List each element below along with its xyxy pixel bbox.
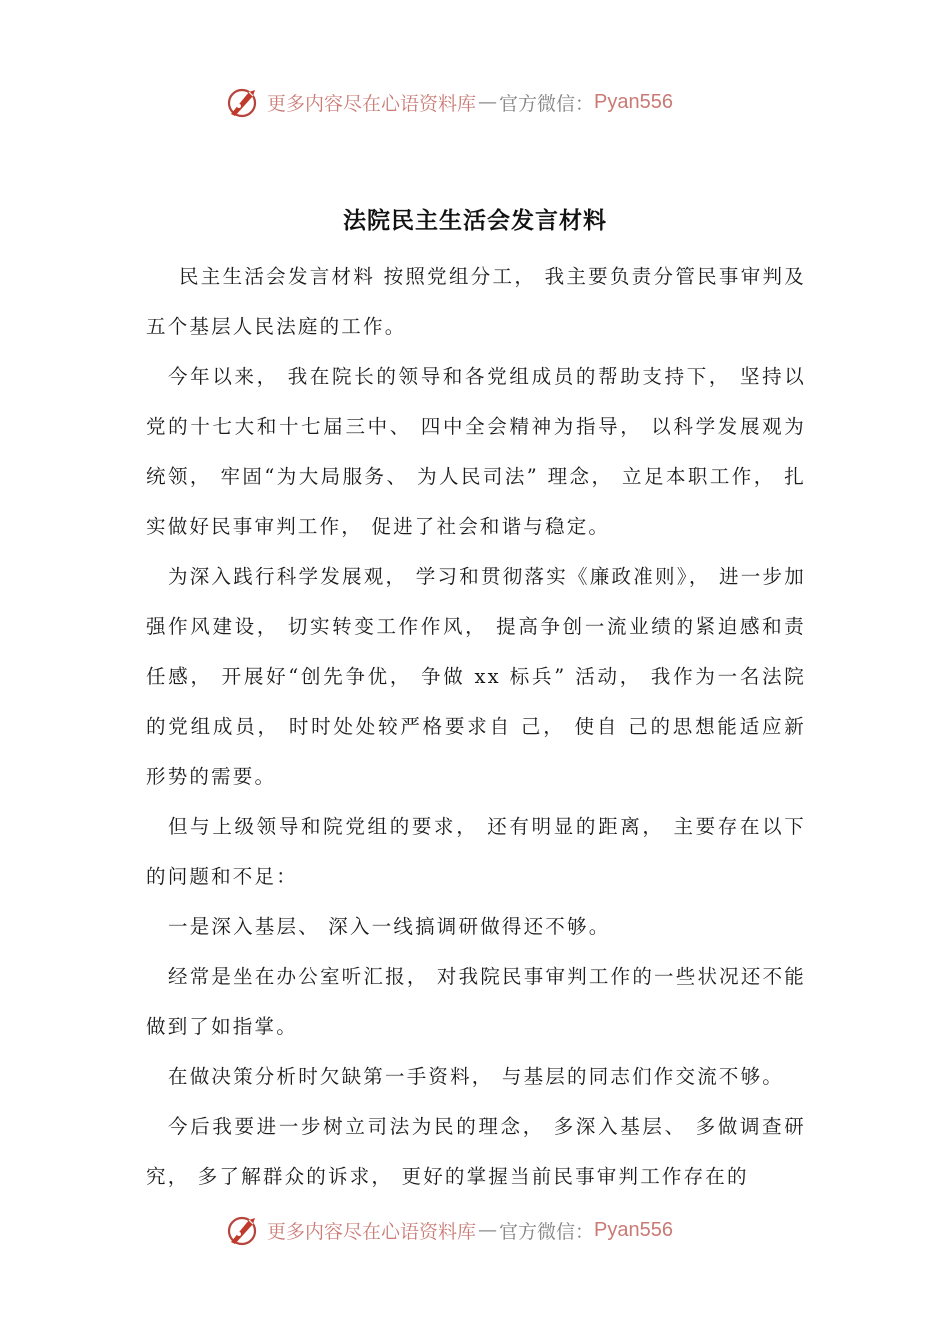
document-title: 法院民主生活会发言材料	[343, 207, 607, 234]
banner-wechat-id: Pyan556	[594, 1218, 673, 1241]
pen-nib-circle-icon	[225, 1212, 261, 1248]
header-banner	[225, 82, 673, 122]
paragraph: 今后我要进一步树立司法为民的理念， 多深入基层、 多做调查研究， 多了解群众的诉求， 更好的掌握当前民事审判工作存在的	[146, 1115, 806, 1188]
paragraph: 一是深入基层、 深入一线搞调研做得还不够。	[168, 915, 611, 938]
paragraph: 但与上级领导和院党组的要求， 还有明显的距离， 主要存在以下的问题和不足：	[146, 815, 806, 888]
paragraph: 为深入践行科学发展观， 学习和贯彻落实《廉政准则》， 进一步加强作风建设， 切实转变工作作风， 提高争创一流业绩的紧迫感和责任感， 开展好“创先争优， 争做 xx 标兵” 活动， 我作为一名法院的党组成员， 时时处处较严格要求自 己， 使自 己的思想能适应新形势的需要。	[146, 565, 806, 788]
banner-wechat-label: 官方微信：	[499, 1220, 595, 1243]
banner-wechat-label: 官方微信：	[499, 92, 595, 115]
banner-tagline: 更多内容尽在心语资料库	[267, 92, 477, 115]
pen-nib-circle-icon	[225, 84, 261, 120]
footer-banner	[225, 1210, 673, 1250]
banner-separator: —	[478, 91, 498, 113]
banner-tagline: 更多内容尽在心语资料库	[267, 1220, 477, 1243]
paragraph: 在做决策分析时欠缺第一手资料， 与基层的同志们作交流不够。	[168, 1065, 784, 1088]
paragraph: 今年以来， 我在院长的领导和各党组成员的帮助支持下， 坚持以党的十七大和十七届三中、 四中全会精神为指导， 以科学发展观为统领， 牢固“为大局服务、 为人民司法” 理念， 立足本职工作， 扎实做好民事审判工作， 促进了社会和谐与稳定。	[146, 365, 806, 538]
banner-wechat-id: Pyan556	[594, 90, 673, 113]
paragraph: 经常是坐在办公室听汇报， 对我院民事审判工作的一些状况还不能做到了如指掌。	[146, 965, 806, 1038]
paragraph: 民主生活会发言材料 按照党组分工， 我主要负责分管民事审判及五个基层人民法庭的工作。	[146, 265, 806, 338]
document-body	[146, 252, 806, 1202]
banner-separator: —	[478, 1219, 498, 1241]
